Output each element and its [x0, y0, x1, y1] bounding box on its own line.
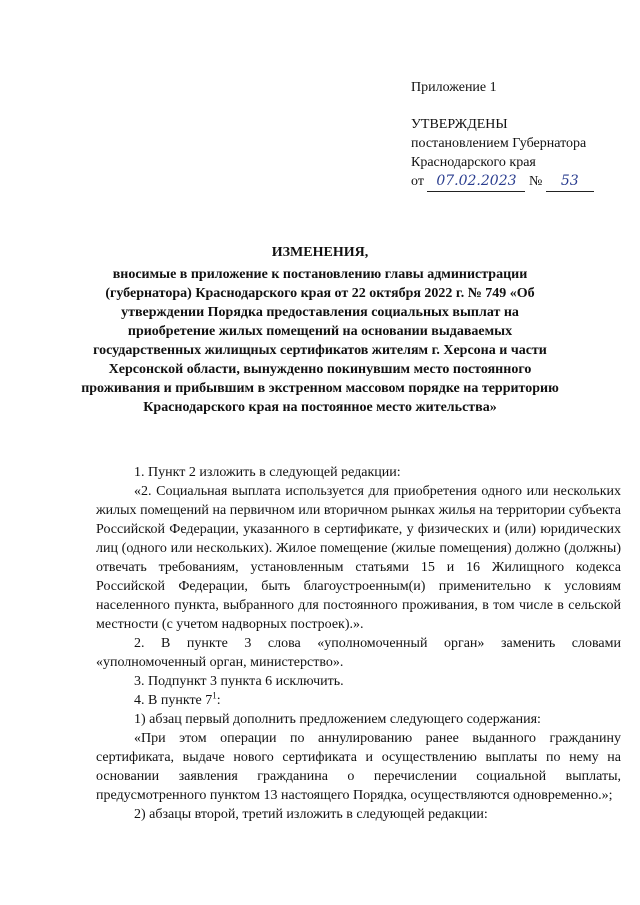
approved-label: УТВЕРЖДЕНЫ — [411, 117, 508, 132]
number-prefix: № — [528, 174, 543, 189]
appendix-label: Приложение 1 — [411, 80, 497, 95]
document-heading — [80, 243, 560, 417]
document-body — [96, 463, 621, 824]
paragraph-5-text: 4. В пункте 7 — [134, 693, 213, 708]
paragraph-3: 2. В пункте 3 слова «уполномоченный орган» заменить словами «уполномоченный орган, министерство». — [96, 636, 621, 670]
approved-by-line2: Краснодарского края — [411, 155, 536, 170]
paragraph-5-sup: 1 — [212, 690, 217, 701]
paragraph-1: 1. Пункт 2 изложить в следующей редакции: — [134, 465, 401, 480]
paragraph-4: 3. Подпункт 3 пункта 6 исключить. — [134, 674, 344, 689]
date-number-line — [411, 172, 594, 192]
paragraph-5-colon: : — [216, 693, 221, 708]
date-prefix: от — [411, 174, 424, 189]
approved-by-line1: постановлением Губернатора — [411, 136, 587, 151]
approval-block — [411, 78, 594, 192]
paragraph-5 — [96, 691, 621, 710]
handwritten-date: 07.02.2023 — [427, 172, 525, 192]
paragraph-7: «При этом операции по аннулированию ранее выданного гражданину сертификата, выдаче нового сертификата и осуществлению выплаты по нему на основании заявления гражданина о перечислении социальной выплаты, предусмотренного пунктом 13 настоящего Порядка, осуществляются одновременно.»; — [96, 731, 621, 803]
document-subtitle: вносимые в приложение к постановлению главы администрации (губернатора) Краснодарского края от 22 октября 2022 г. № 749 «Об утверждении Порядка предоставления социальных выплат на приобретение жилых помещений на основании выдаваемых государственных жилищных сертификатов жителям г. Херсона и части Херсонской области, вынужденно покинувшим место постоянного проживания и прибывшим в экстренном массовом порядке на территорию Краснодарского края на постоянное место жительства» — [81, 267, 559, 415]
paragraph-8: 2) абзацы второй, третий изложить в следующей редакции: — [134, 807, 488, 822]
document-title: ИЗМЕНЕНИЯ, — [271, 245, 369, 260]
paragraph-2: «2. Социальная выплата используется для приобретения одного или нескольких жилых помещений на первичном или вторичном рынках жилья на территории субъекта Российской Федерации, указанного в сертификате, у физических и (или) юридических лиц (одного или нескольких). Жилое помещение (жилые помещения) должно (должны) отвечать требованиям, установленным статьями 15 и 16 Жилищного кодекса Российской Федерации, быть благоустроенным(и) применительно к условиям населенного пункта, выбранного для постоянного проживания, в том числе в сельской местности (с учетом надворных построек).». — [96, 484, 621, 632]
paragraph-6: 1) абзац первый дополнить предложением следующего содержания: — [134, 712, 541, 727]
handwritten-number: 53 — [546, 172, 594, 192]
